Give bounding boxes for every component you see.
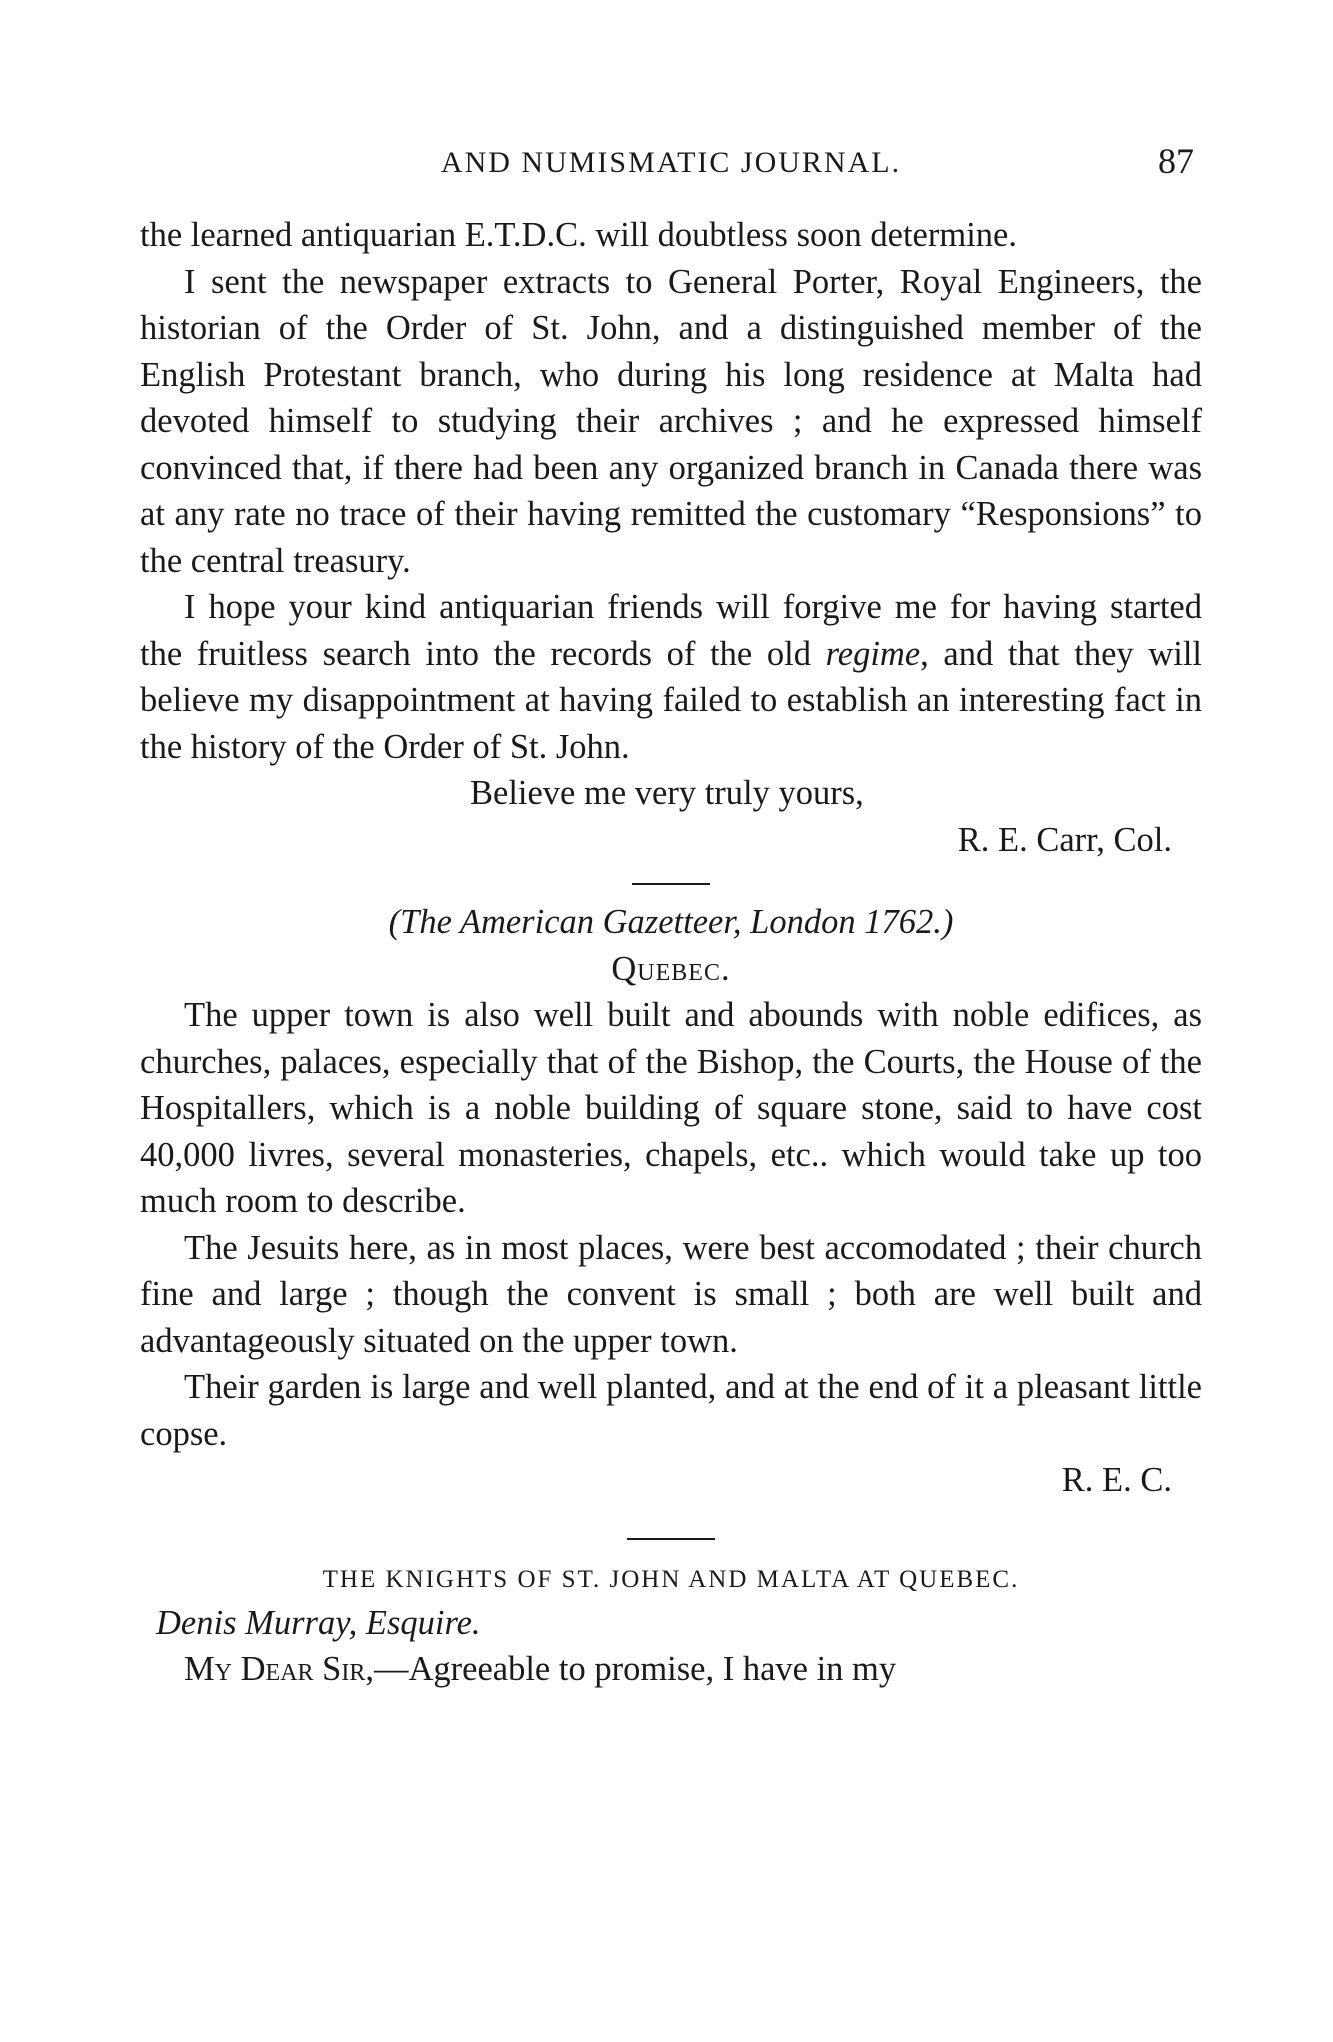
letter-closing: Believe me very truly yours, [470, 774, 864, 812]
extract-signature: R. E. C. [1061, 1461, 1172, 1499]
letter-paragraph-2: I sent the newspaper extracts to General Porter, Royal Engineers, the historian of the Order of St. John, and a distinguished member of the English Protestant branch, who during his long residence at Malta had devoted himself to studying their archives ; and he expressed himself convinced that, if there had been any organized branch in Canada there was at any rate no trace of their having remitted the customary “Responsions” to the central treasury. [140, 262, 1202, 580]
letter-paragraph-3-start: I hope your kind antiquarian friends will forgive me for having started the fruitless search into the records of the old [140, 588, 1202, 673]
article-heading: THE KNIGHTS OF ST. JOHN AND MALTA AT QUEBEC. [322, 1565, 1020, 1593]
article-opening [140, 1646, 1202, 1693]
salutation: My Dear Sir, [184, 1650, 374, 1688]
section-divider [632, 883, 710, 885]
regime-italic: regime [825, 634, 921, 673]
letter-paragraph-3-end: , and that they will believe my disappointment at having failed to establish an interesting fact in the history of the Order of St. John. [140, 634, 1202, 766]
section-divider-2 [627, 1538, 715, 1540]
extract-paragraph-3: Their garden is large and well planted, and at the end of it a pleasant little copse. [140, 1368, 1202, 1453]
letter-paragraph-3 [140, 584, 1202, 770]
extract-place-heading: Quebec. [611, 949, 731, 988]
extract-citation: (The American Gazetteer, London 1762.) [388, 903, 954, 941]
running-head: AND NUMISMATIC JOURNAL. [440, 146, 902, 179]
opening-text: —Agreeable to promise, I have in my [374, 1650, 897, 1688]
page-body [140, 212, 1202, 1693]
letter-paragraph-1: the learned antiquarian E.T.D.C. will doubtless soon determine. [140, 216, 1017, 254]
page-header [140, 140, 1202, 190]
article-addressee: Denis Murray, Esquire. [156, 1603, 481, 1642]
letter-signature: R. E. Carr, Col. [957, 820, 1172, 859]
extract-paragraph-2: The Jesuits here, as in most places, were best accomodated ; their church fine and large ; though the convent is small ; both are well built and advantageously situated on the upper town. [140, 1228, 1202, 1360]
extract-paragraph-1: The upper town is also well built and abounds with noble edifices, as churches, palaces, especially that of the Bishop, the Courts, the House of the Hospitallers, which is a noble building of square stone, said to have cost 40,000 livres, several monasteries, chapels, etc.. which would take up too much room to describe. [140, 996, 1202, 1220]
page-number: 87 [1158, 141, 1194, 181]
